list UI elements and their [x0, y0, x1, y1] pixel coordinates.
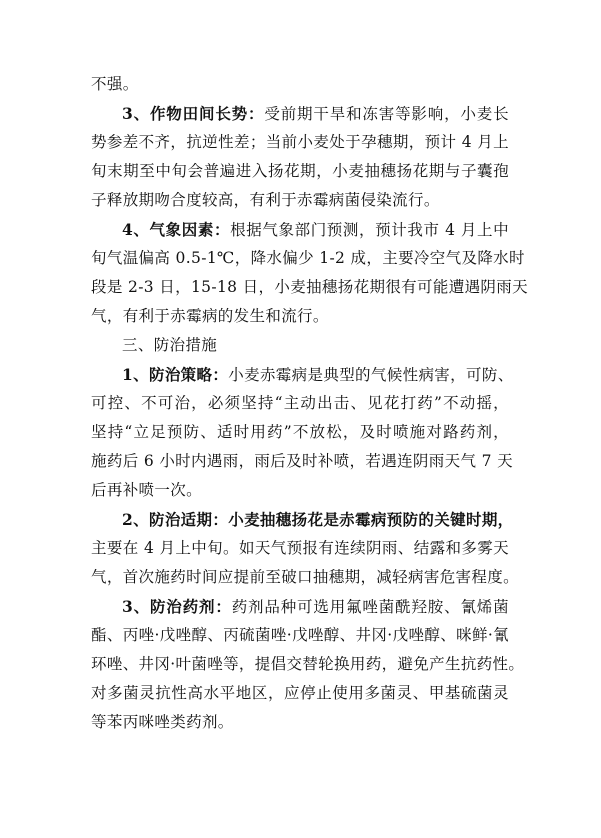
paragraph-line — [91, 534, 509, 563]
text-run: 坚持“立足预防、适时用药”不放松，及时喷施对路药剂， — [91, 423, 509, 441]
paragraph-line — [91, 244, 525, 273]
text-run: 势参差不齐，抗逆性差；当前小麦处于孕穗期，预计 4 月上 — [91, 133, 509, 151]
text-run: 段是 2-3 日，15-18 日，小麦抽穗扬花期很有可能遭遇阴雨天 — [91, 278, 528, 296]
paragraph-line — [91, 505, 514, 534]
text-run: 主要在 4 月上中旬。如天气预报有连续阴雨、结露和多雾天 — [91, 539, 509, 557]
section-heading — [91, 331, 509, 360]
text-run: 根据气象部门预测，预计我市 4 月上中 — [230, 221, 509, 239]
paragraph-line — [91, 447, 513, 476]
text-run: 环唑、井冈·叶菌唑等，提倡交替轮换用药，避免产生抗药性。 — [91, 655, 525, 673]
document-body — [91, 70, 528, 737]
paragraph-line — [91, 128, 509, 157]
paragraph-line — [91, 708, 509, 737]
text-run: 施药后 6 小时内遇雨，雨后及时补喷，若遇连阴雨天气 7 天 — [91, 452, 513, 470]
text-run: 可控、不可治，必须坚持“主动出击、见花打药”不动摇， — [91, 394, 509, 412]
text-run: 子释放期吻合度较高，有利于赤霉病菌侵染流行。 — [91, 191, 440, 209]
item-heading: 2、防治适期：小麦抽穗扬花是赤霉病预防的关键时期， — [122, 510, 514, 529]
paragraph-line — [91, 418, 509, 447]
text-run: 受前期干旱和冻害等影响，小麦长 — [264, 105, 509, 123]
section-heading-text: 三、防治措施 — [122, 336, 218, 354]
paragraph-line — [91, 476, 509, 505]
item-heading: 3、作物田间长势： — [122, 104, 265, 123]
text-run: 药剂品种可选用氟唑菌酰羟胺、氰烯菌 — [231, 598, 509, 616]
paragraph-line — [91, 157, 509, 186]
paragraph-line — [91, 679, 509, 708]
paragraph-line — [91, 360, 514, 389]
paragraph-line — [91, 389, 509, 418]
text-run: 旬末期至中旬会普遍进入扬花期，小麦抽穗扬花期与子囊孢 — [91, 162, 509, 180]
paragraph-line — [91, 621, 509, 650]
paragraph-line — [91, 592, 509, 621]
paragraph-line — [91, 650, 525, 679]
paragraph-line — [91, 273, 528, 302]
text-run: 酯、丙唑·戊唑醇、丙硫菌唑·戊唑醇、井冈·戊唑醇、咪鲜·氰 — [91, 626, 509, 644]
text-run: 气，首次施药时间应提前至破口抽穗期，减轻病害危害程度。 — [91, 568, 519, 586]
text-run: 后再补喷一次。 — [91, 481, 202, 499]
paragraph-line — [91, 99, 509, 128]
text-run: 小麦赤霉病是典型的气候性病害，可防、 — [228, 366, 514, 384]
text-run: 旬气温偏高 0.5-1℃，降水偏少 1-2 成，主要冷空气及降水时 — [91, 249, 525, 267]
paragraph-line — [91, 70, 509, 99]
item-heading: 4、气象因素： — [122, 220, 231, 239]
text-run: 不强。 — [91, 75, 139, 93]
paragraph-line — [91, 302, 509, 331]
paragraph-line — [91, 563, 519, 592]
text-run: 等苯丙咪唑类药剂。 — [91, 713, 234, 731]
item-heading: 1、防治策略： — [122, 365, 229, 384]
text-run: 气，有利于赤霉病的发生和流行。 — [91, 307, 329, 325]
paragraph-line — [91, 186, 509, 215]
paragraph-line — [91, 215, 509, 244]
item-heading: 3、防治药剂： — [122, 597, 232, 616]
text-run: 对多菌灵抗性高水平地区，应停止使用多菌灵、甲基硫菌灵 — [91, 684, 509, 702]
